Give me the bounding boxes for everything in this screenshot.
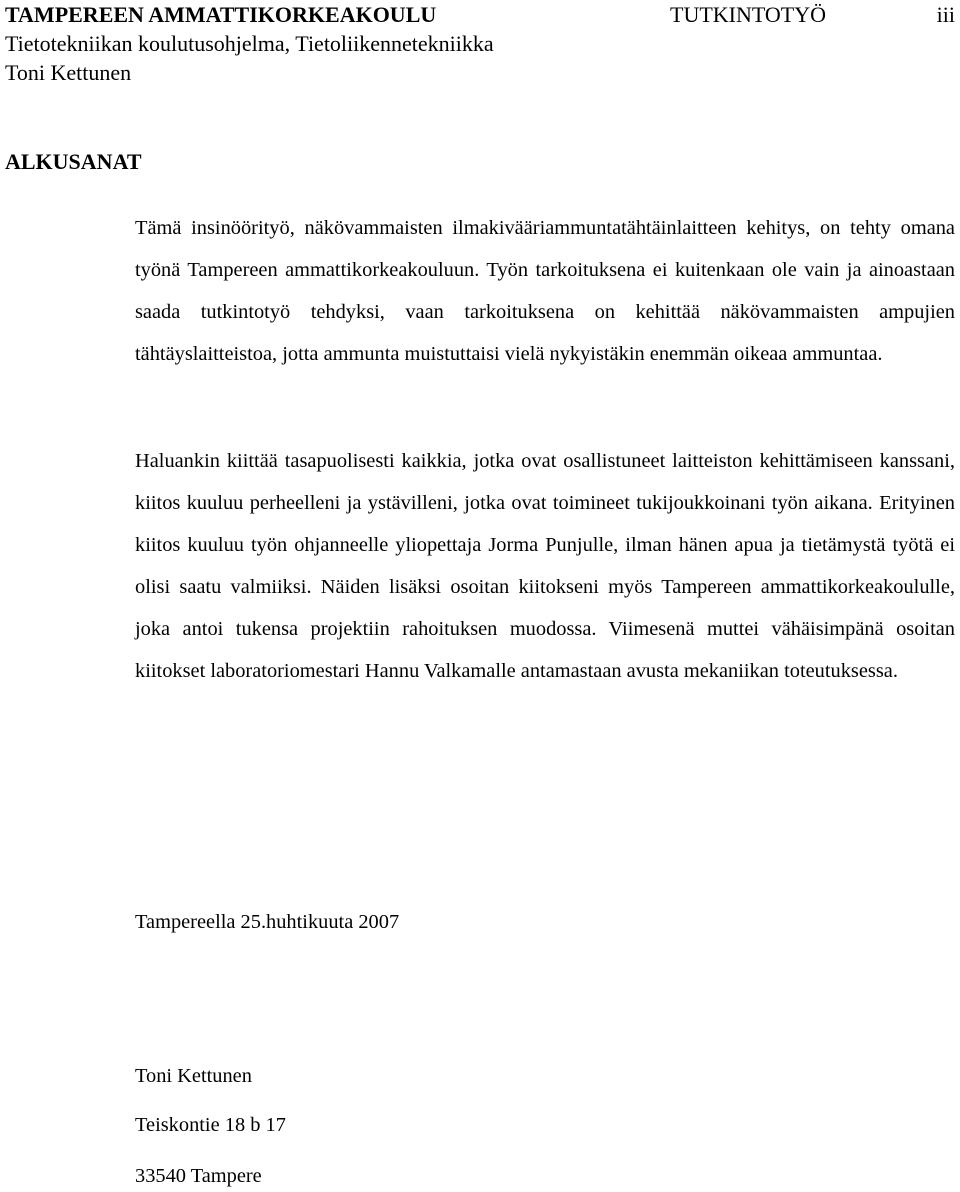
- signature-name: Toni Kettunen: [135, 1065, 252, 1087]
- document-type: TUTKINTOTYÖ: [670, 2, 827, 27]
- preface-paragraph-1: Tämä insinöörityö, näkövammaisten ilmakivääriammuntatähtäinlaitteen kehitys, on tehty omana työnä Tampereen ammattikorkeakouluun. Työn tarkoituksena ei kuitenkaan ole vain ja ainoastaan saada tutkintotyö tehdyksi, vaan tarkoituksena on kehittää näkövammaisten ampujien tähtäyslaitteistoa, jotta ammunta muistuttaisi vielä nykyistäkin enemmän oikeaa ammuntaa.: [135, 217, 955, 365]
- signature-city: 33540 Tampere: [135, 1165, 262, 1187]
- section-title: ALKUSANAT: [5, 149, 142, 174]
- place-date: Tampereella 25.huhtikuuta 2007: [135, 911, 400, 933]
- university-name: TAMPEREEN AMMATTIKORKEAKOULU: [5, 2, 437, 27]
- header-row-top: [5, 0, 955, 29]
- signature-street-address: Teiskontie 18 b 17: [135, 1114, 286, 1136]
- page-header: [5, 0, 955, 87]
- header-author: Toni Kettunen: [5, 60, 132, 85]
- degree-program: Tietotekniikan koulutusohjelma, Tietoliikennetekniikka: [5, 31, 494, 56]
- page-number: iii: [936, 2, 955, 27]
- preface-paragraph-2: Haluankin kiittää tasapuolisesti kaikkia, jotka ovat osallistuneet laitteiston kehittämiseen kanssani, kiitos kuuluu perheelleni ja ystävilleni, jotka ovat toimineet tukijoukkoinani työn aikana. Erityinen kiitos kuuluu työn ohjanneelle yliopettaja Jorma Punjulle, ilman hänen apua ja tietämystä työtä ei olisi saatu valmiiksi. Näiden lisäksi osoitan kiitokseni myös Tampereen ammattikorkeakoululle, joka antoi tukensa projektiin rahoituksen muodossa. Viimesenä muttei vähäisimpänä osoitan kiitokset laboratoriomestari Hannu Valkamalle antamastaan avusta mekaniikan toteutuksessa.: [135, 450, 955, 682]
